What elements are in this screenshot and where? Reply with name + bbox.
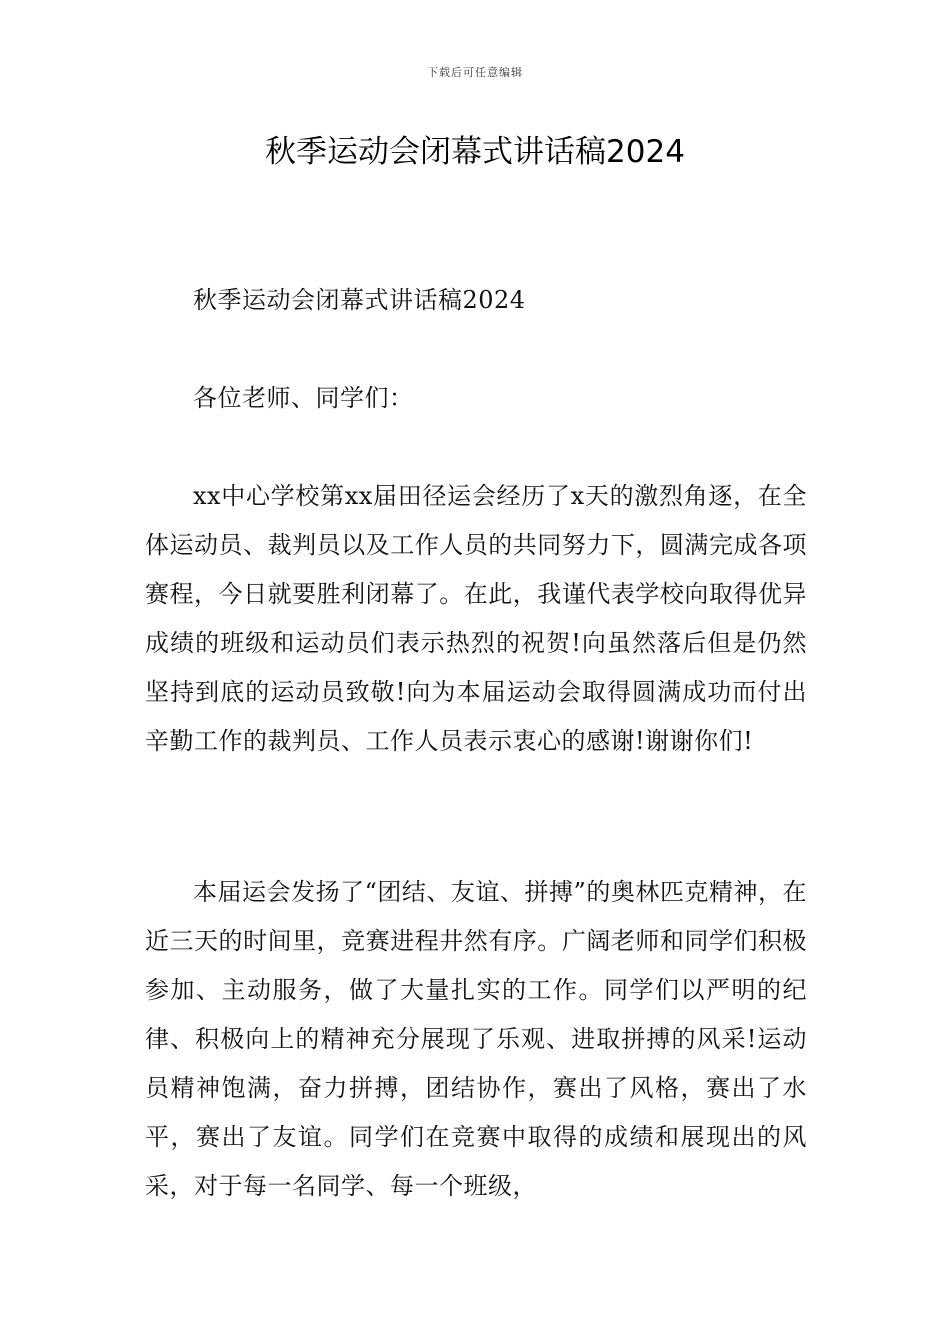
document-subtitle: 秋季运动会闭幕式讲话稿2024 (193, 286, 526, 314)
header-note: 下载后可任意编辑 (427, 66, 523, 79)
paragraph-block-1 (145, 472, 807, 766)
greeting: 各位老师、同学们： (193, 384, 414, 412)
paragraph-block-2 (145, 868, 807, 1211)
document-title: 秋季运动会闭幕式讲话稿2024 (265, 134, 685, 170)
paragraph: 本届运会发扬了“团结、友谊、拼搏”的奥林匹克精神，在近三天的时间里，竞赛进程井然有序。广阔老师和同学们积极参加、主动服务，做了大量扎实的工作。同学们以严明的纪律、积极向上的精神充分展现了乐观、进取拼搏的风采!运动员精神饱满，奋力拼搏，团结协作，赛出了风格，赛出了水平，赛出了友谊。同学们在竞赛中取得的成绩和展现出的风采，对于每一名同学、每一个班级， (145, 878, 807, 1200)
paragraph: xx中心学校第xx届田径运会经历了x天的激烈角逐，在全体运动员、裁判员以及工作人员的共同努力下，圆满完成各项赛程，今日就要胜利闭幕了。在此，我谨代表学校向取得优异成绩的班级和运动员们表示热烈的祝贺!向虽然落后但是仍然坚持到底的运动员致敬!向为本届运动会取得圆满成功而付出辛勤工作的裁判员、工作人员表示衷心的感谢!谢谢你们! (145, 482, 807, 755)
document-subtitle-block (145, 276, 807, 325)
greeting-block (145, 374, 807, 423)
